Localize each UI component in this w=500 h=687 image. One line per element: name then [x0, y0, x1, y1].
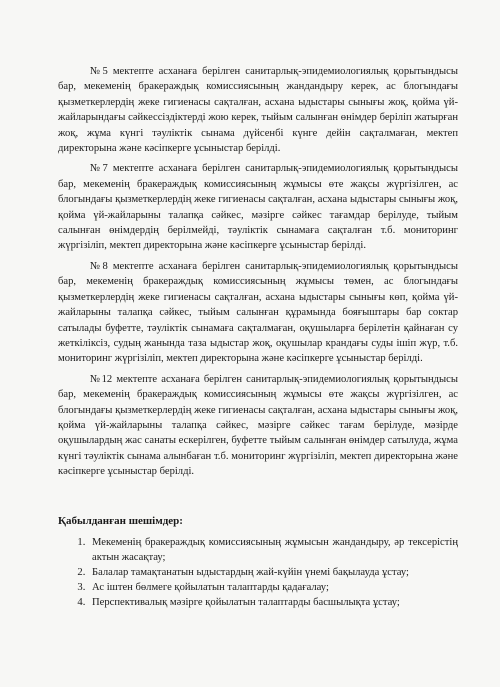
decision-item: 2. Балалар тамақтанатын ыдыстардың жай-күйін үнемі бақылауда ұстау; — [88, 565, 458, 580]
decision-item: 4. Перспективалық мәзірге қойылатын талаптарды басшылықта ұстау; — [88, 595, 458, 610]
paragraph-school-8: №8 мектепте асханаға берілген санитарлық-эпидемиологиялық қорытындысы бар, мекеменің бракераждық комиссиясының жұмысы төмен, ас блогындағы қызметкерлердің жеке гигиенасы сақталған, асхана ыдыстары сынығы көп, қойма үй-жайларыны талапқа сәйкес, тыйым салынған құрамында бояғыштары бар соктар сатылады буфетте, тәуліктік сынамаға сақталмаған, оқушыларға берілетін қайнаған су жеткіліксіз, судың жанында таза ыдыстар жоқ, оқушылар крандағы суды ішіп жүр, т.б. мониторинг жүргізіліп, мектеп директорына және кәсіпкерге ұсыныстар берілді. — [58, 260, 458, 365]
decision-item: 3. Ас іштен бөлмеге қойылатын талаптарды қадағалау; — [88, 580, 458, 595]
paragraph-school-5: №5 мектепте асханаға берілген санитарлық-эпидемиологиялық қорытындысы бар, мекеменің бракераждық комиссиясының жандандыру керек, ас блогындағы қызметкерлердің жеке гигиенасы сақталған, асхана ыдыстары сынығы жоқ, қойма үй-жайларындағы сәйкессіздіктерді жою керек, тыйым салынған өнімдер беріліп жатырған жоқ, жұма күнгі тәуліктік сынама дүйсенбі күнге дейін сақталмаған, мектеп директорына және кәсіпкерге ұсыныстар берілді. — [58, 66, 458, 155]
decisions-heading: Қабылданған шешімдер: — [58, 514, 183, 527]
decisions-list — [58, 535, 458, 610]
paragraph-school-12: №12 мектепте асханаға берілген санитарлық-эпидемиологиялық қорытындысы бар, мекеменің бракераждық комиссиясының жұмысы өте жақсы жүргізілген, ас блогындағы қызметкерлердің жеке гигиенасы сақталған, асхана ыдыстары сынығы жоқ, қойма үй-жайларыны талапқа сәйкес, мәзірге сәйкес тағам берілуде, мәзірде оқушылардың жас санаты ескерілген, буфетте тыйым салынған өнімдер сатылуда, жұма күнгі тәуліктік сынама алынбаған т.б. мониторинг жүргізіліп, мектеп директорына және кәсіпкерге ұсыныстар берілді. — [58, 373, 458, 478]
paragraph-school-7: №7 мектепте асханаға берілген санитарлық-эпидемиологиялық қорытындысы бар, мекеменің бракераждық комиссиясының жұмысы өте жақсы жүргізілген, ас блогындағы қызметкерлердің жеке гигиенасы сақталған, асхана ыдыстары сынығы жоқ, қойма үй-жайларыны талапқа сәйкес, мәзірге сәйкес тағамдар берілуде, тыйым салынған өнімдердің берілмейді, тәуліктік сынамаға сақталған т.б. мониторинг жүргізіліп, мектеп директорына және кәсіпкерге ұсыныстар берілді. — [58, 163, 458, 252]
decision-item: 1. Мекеменің бракераждық комиссиясының жұмысын жандандыру, әр тексерістің актын жасақтау; — [88, 535, 458, 565]
